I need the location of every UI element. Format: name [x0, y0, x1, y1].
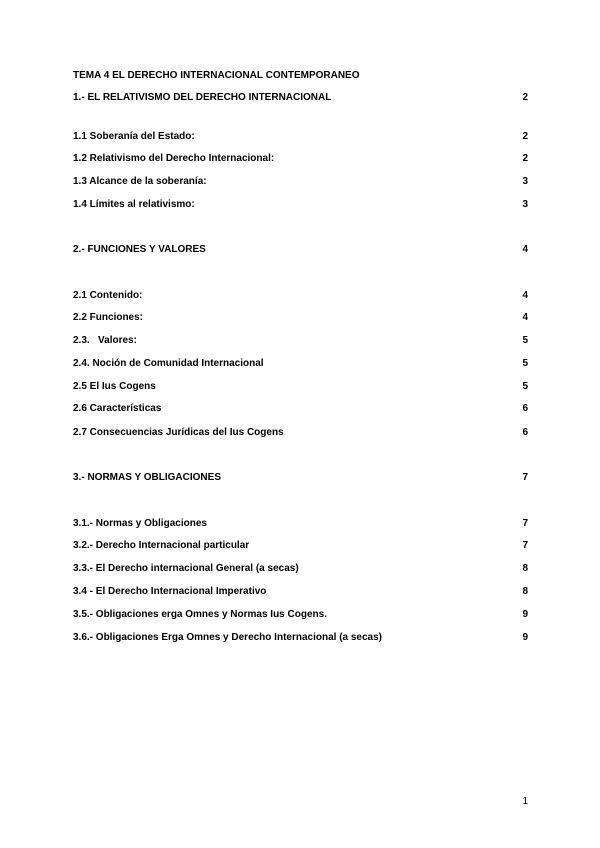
- toc-entry-label: 2.6 Características: [73, 403, 162, 414]
- toc-entry-page: 7: [522, 540, 528, 551]
- toc-entry-label: 3.6.- Obligaciones Erga Omnes y Derecho Internacional (a secas): [73, 632, 383, 643]
- toc-entry-page: 9: [522, 632, 528, 643]
- toc-title: TEMA 4 EL DERECHO INTERNACIONAL CONTEMPORANEO: [73, 70, 360, 81]
- toc-entry-2-3: [73, 335, 528, 346]
- toc-entry-label: 1.- EL RELATIVISMO DEL DERECHO INTERNACIONAL: [73, 92, 332, 103]
- toc-entry-page: 3: [522, 176, 528, 187]
- toc-entry-3-1: [73, 518, 528, 529]
- toc-entry-label: 3.1.- Normas y Obligaciones: [73, 518, 207, 529]
- toc-entry-label: 2.3. Valores:: [73, 335, 137, 346]
- toc-entry-1-1: [73, 131, 528, 142]
- toc-entry-page: 5: [522, 335, 528, 346]
- toc-entry-2-5: [73, 381, 528, 392]
- toc-entry-page: 3: [522, 199, 528, 210]
- toc-entry-3-5: [73, 609, 528, 620]
- page-number: 1: [522, 796, 528, 807]
- toc-entry-label: 3.4 - El Derecho Internacional Imperativo: [73, 586, 267, 597]
- toc-entry-1-3: [73, 176, 528, 187]
- toc-entry-page: 4: [522, 312, 528, 323]
- toc-entry-label: 2.4. Noción de Comunidad Internacional: [73, 358, 264, 369]
- toc-entry-label: 2.2 Funciones:: [73, 312, 144, 323]
- toc-entry-page: 2: [522, 153, 528, 164]
- toc-entry-label: 1.2 Relativismo del Derecho Internacional:: [73, 153, 275, 164]
- toc-entry-label: 1.1 Soberanía del Estado:: [73, 131, 195, 142]
- toc-entry-2-2: [73, 312, 528, 323]
- toc-entry-1-2: [73, 153, 528, 164]
- toc-entry-2-1: [73, 290, 528, 301]
- toc-entry-label: 2.5 El Ius Cogens: [73, 381, 156, 392]
- toc-entry-label: 3.5.- Obligaciones erga Omnes y Normas Ius Cogens.: [73, 609, 327, 620]
- toc-entry-label: 1.3 Alcance de la soberanía:: [73, 176, 207, 187]
- toc-entry-section-1: [73, 92, 528, 103]
- toc-entry-3-3: [73, 563, 528, 574]
- toc-entry-label: 2.1 Contenido:: [73, 290, 143, 301]
- toc-entry-3-4: [73, 586, 528, 597]
- toc-entry-1-4: [73, 199, 528, 210]
- toc-entry-section-2: [73, 244, 528, 255]
- toc-entry-page: 2: [522, 92, 528, 103]
- toc-entry-page: 6: [522, 427, 528, 438]
- toc-entry-page: 4: [522, 244, 528, 255]
- toc-entry-page: 4: [522, 290, 528, 301]
- toc-entry-page: 5: [522, 358, 528, 369]
- toc-entry-page: 5: [522, 381, 528, 392]
- toc-entry-page: 7: [522, 518, 528, 529]
- toc-entry-page: 8: [522, 563, 528, 574]
- toc-entry-label: 3.- NORMAS Y OBLIGACIONES: [73, 472, 221, 483]
- toc-entry-label: 3.3.- El Derecho internacional General (a secas): [73, 563, 299, 574]
- toc-entry-2-6: [73, 403, 528, 414]
- toc-entry-label: 2.- FUNCIONES Y VALORES: [73, 244, 206, 255]
- toc-entry-2-4: [73, 358, 528, 369]
- toc-entry-page: 7: [522, 472, 528, 483]
- toc-entry-3-6: [73, 632, 528, 643]
- toc-entry-label: 1.4 Límites al relativismo:: [73, 199, 195, 210]
- toc-entry-section-3: [73, 472, 528, 483]
- toc-entry-label: 3.2.- Derecho Internacional particular: [73, 540, 250, 551]
- toc-entry-page: 2: [522, 131, 528, 142]
- toc-entry-page: 6: [522, 403, 528, 414]
- toc-entry-page: 9: [522, 609, 528, 620]
- toc-entry-page: 8: [522, 586, 528, 597]
- toc-entry-2-7: [73, 427, 528, 438]
- toc-entry-label: 2.7 Consecuencias Jurídicas del Ius Cogens: [73, 427, 284, 438]
- toc-entry-3-2: [73, 540, 528, 551]
